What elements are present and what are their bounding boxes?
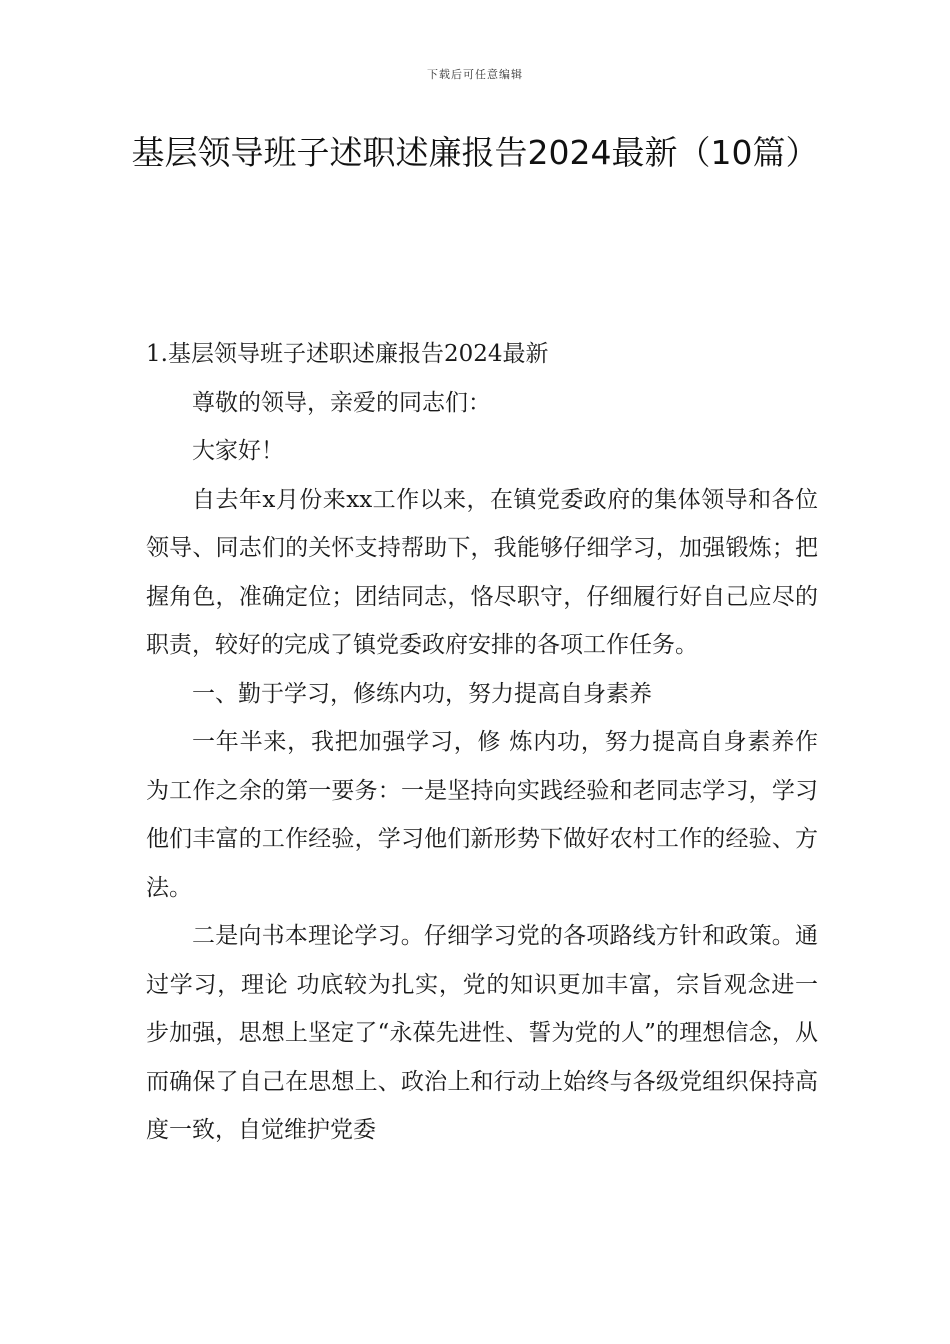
paragraph-greeting: 大家好！ [192, 438, 284, 464]
paragraph-study-2: 二是向书本理论学习。仔细学习党的各项路线方针和政策。通过学习，理论 功底较为扎实，党的知识更加丰富，宗旨观念进一步加强，思想上坚定了“永葆先进性、誓为党的人”的理想信念，从而确保了自己在思想上、政治上和行动上始终与各级党组织保持高度一致，自觉维护党委 [146, 923, 818, 1143]
header-note: 下载后可任意编辑 [427, 68, 523, 81]
paragraph-study-1: 一年半来，我把加强学习，修 炼内功，努力提高自身素养作为工作之余的第一要务：一是坚持向实践经验和老同志学习，学习他们丰富的工作经验，学习他们新形势下做好农村工作的经验、方法。 [146, 729, 818, 901]
section-heading: 1.基层领导班子述职述廉报告2024最新 [146, 341, 549, 367]
document-title: 基层领导班子述职述廉报告2024最新（10篇） [131, 133, 819, 172]
paragraph-intro: 自去年x月份来xx工作以来，在镇党委政府的集体领导和各位领导、同志们的关怀支持帮助下，我能够仔细学习，加强锻炼；把握角色，准确定位；团结同志，恪尽职守，仔细履行好自己应尽的职责，较好的完成了镇党委政府安排的各项工作任务。 [146, 486, 818, 658]
document-body [146, 330, 818, 1155]
paragraph-salutation: 尊敬的领导，亲爱的同志们： [192, 389, 491, 416]
subheading-study: 一、勤于学习，修练内功，努力提高自身素养 [192, 680, 652, 707]
